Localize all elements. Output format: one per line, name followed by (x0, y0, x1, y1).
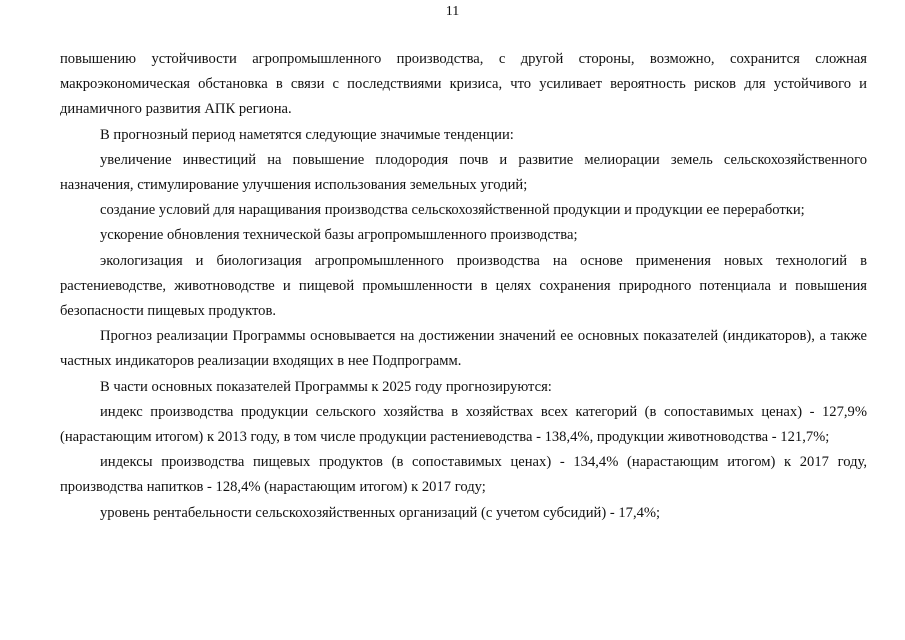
paragraph-10: индексы производства пищевых продуктов (в сопоставимых ценах) - 134,4% (нарастающим итогом) к 2017 году, производства напитков - 128,4% (нарастающим итогом) к 2017 году; (60, 454, 867, 496)
paragraph-6: экологизация и биологизация агропромышленного производства на основе применения новых технологий в растениеводстве, животноводстве и пищевой промышленности в целях сохранения природного потенциала и повышения безопасности пищевых продуктов. (60, 252, 867, 320)
paragraph-2: В прогнозный период наметятся следующие значимые тенденции: (100, 126, 514, 143)
document-body (60, 47, 867, 526)
paragraph-5: ускорение обновления технической базы агропромышленного производства; (100, 227, 578, 244)
paragraph-4: создание условий для наращивания производства сельскохозяйственной продукции и продукции ее переработки; (100, 202, 805, 219)
paragraph-11: уровень рентабельности сельскохозяйственных организаций (с учетом субсидий) - 17,4%; (100, 504, 661, 521)
page-number: 11 (445, 4, 460, 19)
paragraph-9: индекс производства продукции сельского хозяйства в хозяйствах всех категорий (в сопоставимых ценах) - 127,9% (нарастающим итогом) к 2013 году, в том числе продукции растениеводства - 138,4%, продукции животноводства - 121,7%; (60, 403, 867, 446)
paragraph-3: увеличение инвестиций на повышение плодородия почв и развитие мелиорации земель сельскохозяйственного назначения, стимулирование улучшения использования земельных угодий; (60, 151, 867, 194)
paragraph-1: повышению устойчивости агропромышленного производства, с другой стороны, возможно, сохранится сложная макроэкономическая обстановка в связи с последствиями кризиса, что усиливает вероятность рисков для устойчивого и динамичного развития АПК региона. (60, 51, 867, 118)
paragraph-7: Прогноз реализации Программы основывается на достижении значений ее основных показателей (индикаторов), а также частных индикаторов реализации входящих в нее Подпрограмм. (60, 328, 867, 370)
paragraph-8: В части основных показателей Программы к 2025 году прогнозируются: (100, 378, 552, 395)
